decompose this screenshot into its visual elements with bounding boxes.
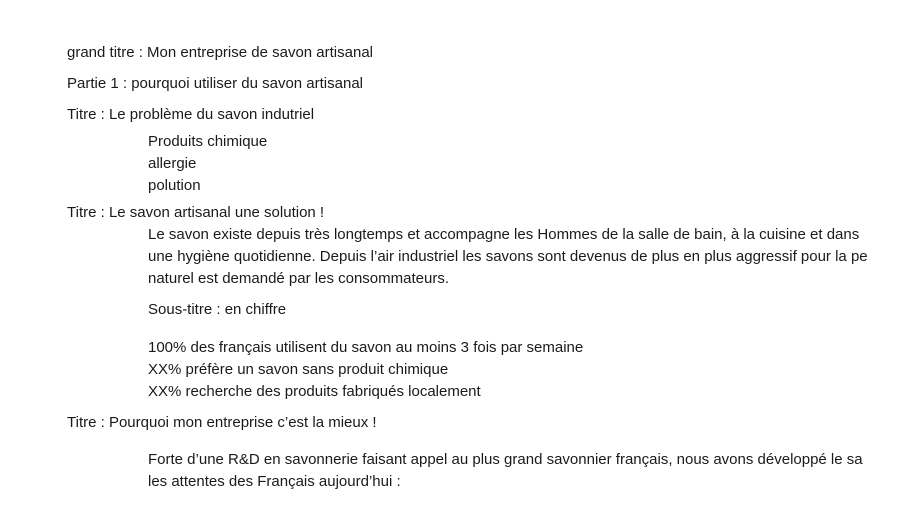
paragraph-line: Forte d’une R&D en savonnerie faisant appel au plus grand savonnier français, nous avons développé le sa <box>148 451 863 468</box>
list-item: Produits chimique <box>148 133 268 150</box>
section-title: Titre : Pourquoi mon entreprise c’est la mieux ! <box>67 414 377 431</box>
stat-line: XX% préfère un savon sans produit chimique <box>148 361 449 378</box>
stat-line: 100% des français utilisent du savon au moins 3 fois par semaine <box>148 339 584 356</box>
part-heading: Partie 1 : pourquoi utiliser du savon artisanal <box>67 75 364 92</box>
stat-line: XX% recherche des produits fabriqués localement <box>148 383 481 400</box>
subtitle: Sous-titre : en chiffre <box>148 301 287 318</box>
section-title: Titre : Le savon artisanal une solution ! <box>67 204 325 221</box>
main-title: grand titre : Mon entreprise de savon artisanal <box>67 44 373 61</box>
list-item: polution <box>148 177 201 194</box>
section-title: Titre : Le problème du savon indutriel <box>67 106 315 123</box>
list-item: allergie <box>148 155 197 172</box>
paragraph-line: les attentes des Français aujourd’hui : <box>148 473 401 490</box>
paragraph-line: Le savon existe depuis très longtemps et accompagne les Hommes de la salle de bain, à la cuisine et dans <box>148 226 860 243</box>
paragraph-line: une hygiène quotidienne. Depuis l’air industriel les savons sont devenus de plus en plus aggressif pour la pe <box>148 248 868 265</box>
paragraph-line: naturel est demandé par les consommateurs. <box>148 270 449 287</box>
